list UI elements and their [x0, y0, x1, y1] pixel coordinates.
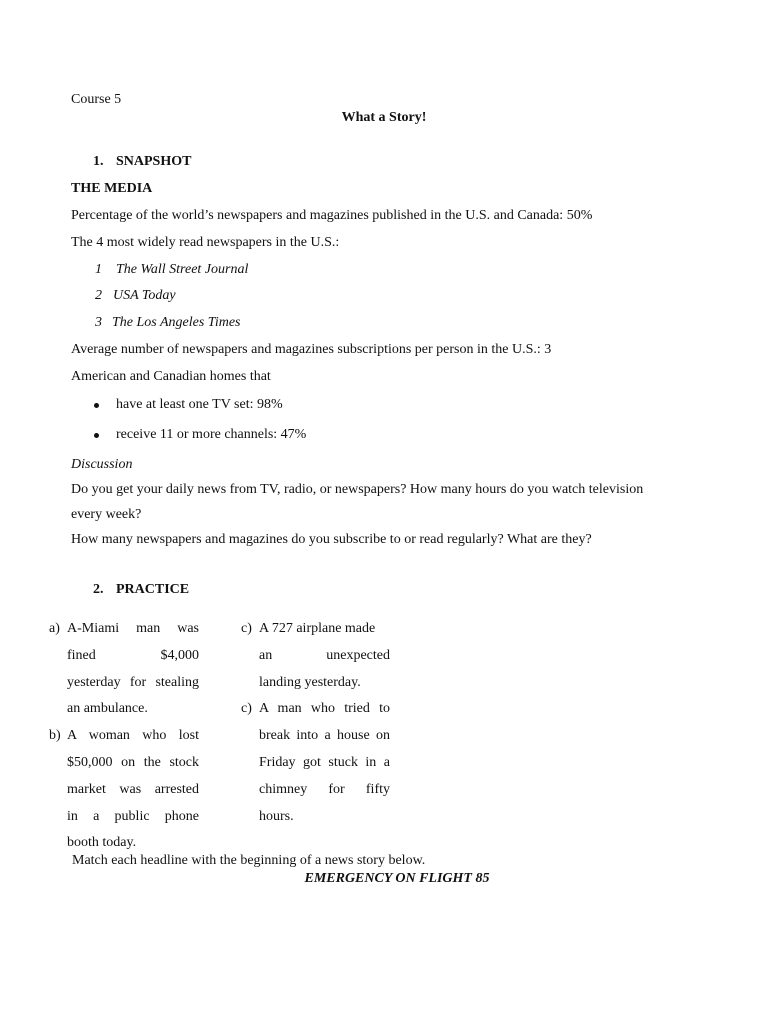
subscriptions-line: Average number of newspapers and magazines subscriptions per person in the U.S.: 3 [71, 342, 552, 357]
newspaper-num: 2 [95, 288, 102, 303]
section-1-subheading: THE MEDIA [71, 181, 153, 196]
discussion-question: every week? [71, 507, 142, 522]
headline-line: A-Miami man was [67, 621, 199, 636]
item-label: b) [49, 728, 61, 744]
headline-line: Friday got stuck in a [259, 754, 390, 770]
headline-line: $50,000 on the stock [67, 754, 199, 770]
headline-line: A 727 airplane made [259, 621, 376, 636]
headline-line: break into a house on [259, 728, 390, 744]
headline-line: landing yesterday. [259, 674, 361, 690]
item-label: c) [241, 621, 252, 636]
instruction-text: Match each headline with the beginning of a news story below. [72, 853, 426, 868]
newspaper-name: The Wall Street Journal [116, 262, 249, 277]
section-1-heading: SNAPSHOT [116, 154, 192, 169]
newspapers-intro: The 4 most widely read newspapers in the U.S.: [71, 235, 340, 250]
page-title: What a Story! [341, 110, 427, 125]
headline-line: A man who tried to [259, 701, 390, 717]
newspaper-name: The Los Angeles Times [112, 315, 241, 330]
headline-line: in a public phone [67, 808, 199, 824]
newspaper-name: USA Today [113, 288, 176, 303]
headline-line: fined $4,000 [67, 647, 199, 663]
headline-line: chimney for fifty [259, 781, 390, 797]
headline-line: market was arrested [67, 781, 199, 797]
newspaper-num: 1 [95, 262, 102, 277]
bullet-item: have at least one TV set: 98% [116, 397, 283, 412]
section-2-heading: PRACTICE [116, 582, 190, 597]
bullet-icon [94, 403, 99, 408]
section-1-number: 1. [93, 154, 104, 169]
stat-line: Percentage of the world’s newspapers and magazines published in the U.S. and Canada: 50% [71, 208, 593, 223]
headline-item [49, 723, 199, 857]
discussion-label: Discussion [71, 457, 133, 472]
headline-line: booth today. [67, 835, 137, 851]
right-headlines-column [241, 616, 390, 830]
headline-line: A woman who lost [67, 728, 199, 744]
headline-line: an unexpected [259, 647, 390, 663]
headline-line: an ambulance. [67, 701, 148, 717]
headline-item [241, 616, 390, 696]
homes-intro: American and Canadian homes that [71, 369, 271, 384]
item-label: a) [49, 621, 60, 636]
headline-line: yesterday for stealing [67, 674, 199, 690]
left-headlines-column [49, 616, 199, 857]
discussion-question: How many newspapers and magazines do you subscribe to or read regularly? What are they? [71, 532, 592, 547]
course-label: Course 5 [71, 92, 122, 107]
headline-line: hours. [259, 808, 294, 824]
bullet-icon [94, 433, 99, 438]
headline-item [241, 696, 390, 830]
bullet-item: receive 11 or more channels: 47% [116, 427, 307, 442]
item-label: c) [241, 701, 252, 717]
discussion-question: Do you get your daily news from TV, radio, or newspapers? How many hours do you watch television [71, 482, 644, 497]
newspaper-num: 3 [95, 315, 102, 330]
headline-item [49, 616, 199, 723]
section-2-number: 2. [93, 582, 104, 597]
news-headline: EMERGENCY ON FLIGHT 85 [304, 871, 490, 886]
